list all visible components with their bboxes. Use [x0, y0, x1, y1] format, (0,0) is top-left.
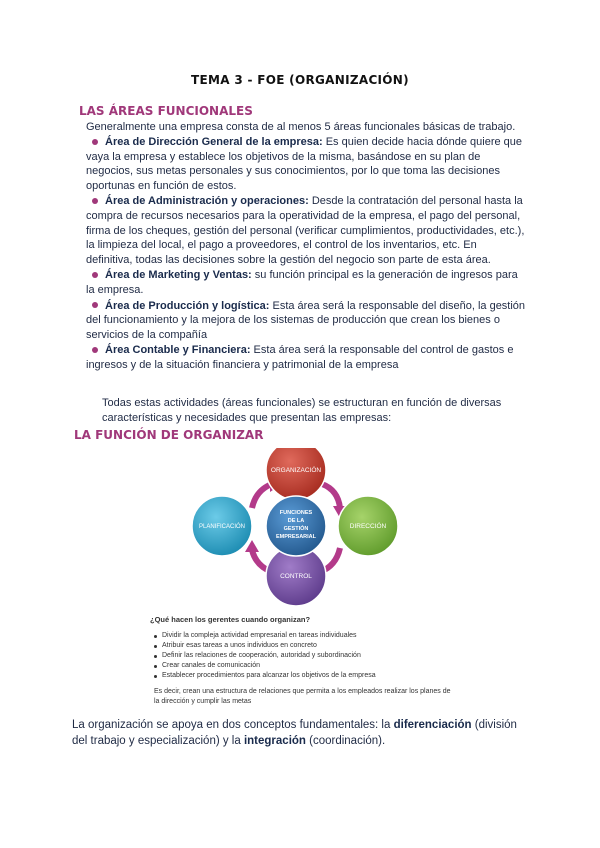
center-label-line: DE LA	[287, 518, 305, 524]
final-text: (coordinación).	[305, 735, 386, 747]
list-item	[86, 299, 526, 343]
center-label-line: FUNCIONES	[279, 510, 313, 516]
center-label-line: EMPRESARIAL	[275, 534, 317, 540]
final-text: La organización se apoya en dos conceptos fundamentales: la	[72, 719, 394, 731]
list-item: Dividir la compleja actividad empresarial en tareas individuales	[154, 631, 482, 641]
item-text: Esta área será la responsable del control de gastos e ingresos y de la situación financiera y patrimonial de la empresa	[86, 344, 514, 371]
page-title: TEMA 3 - FOE (ORGANIZACIÓN)	[191, 73, 409, 87]
list-item	[86, 194, 526, 267]
label-direccion: DIRECCIÓN	[349, 523, 387, 530]
management-functions-diagram	[190, 448, 402, 608]
gerentes-question: ¿Qué hacen los gerentes cuando organizan?	[150, 615, 311, 624]
list-item: Definir las relaciones de cooperación, autoridad y subordinación	[154, 651, 482, 661]
item-text: su función principal es la generación de ingresos para la empresa.	[86, 269, 518, 296]
list-item: Crear canales de comunicación	[154, 661, 482, 671]
list-item: Establecer procedimientos para alcanzar los objetivos de la empresa	[154, 671, 482, 681]
label-organizacion: ORGANIZACIÓN	[270, 467, 322, 474]
final-text: (división del trabajo y especialización) y la	[72, 719, 517, 747]
organizacion-circle	[266, 448, 326, 500]
areas-list	[86, 135, 526, 374]
bullet-icon	[92, 272, 98, 278]
item-label: Área de Marketing y Ventas:	[105, 269, 252, 282]
list-item	[86, 268, 526, 297]
cycle-arrow	[252, 484, 272, 508]
center-label-line: GESTIÓN	[283, 526, 309, 532]
outro-text: Todas estas actividades (áreas funcionales) se estructuran en función de diversas características y necesidades que presentan las empresas:	[102, 397, 502, 424]
section-heading-organizar: LA FUNCIÓN DE ORGANIZAR	[74, 428, 264, 442]
item-label: Área de Administración y operaciones:	[105, 195, 309, 208]
bullet-icon	[92, 347, 98, 353]
final-bold-diferenciacion: diferenciación	[393, 719, 472, 731]
list-item	[86, 135, 526, 193]
gerentes-list	[142, 631, 482, 681]
section-heading-areas: LAS ÁREAS FUNCIONALES	[79, 104, 253, 118]
list-item: Atribuir esas tareas a unos individuos en concreto	[154, 641, 482, 651]
label-planificacion: PLANIFICACIÓN	[198, 524, 246, 530]
gerentes-box	[142, 615, 482, 707]
item-text: Esta área será la responsable del diseño, la gestión del funcionamiento y la mejora de los sistemas de producción que crean los bienes o servicios de la compañía	[86, 299, 526, 341]
areas-intro: Generalmente una empresa consta de al menos 5 áreas funcionales básicas de trabajo.	[86, 121, 516, 133]
cycle-arrow	[322, 484, 340, 508]
bullet-icon	[92, 302, 98, 308]
item-text: Es quien decide hacia dónde quiere que vaya la empresa y establece los objetivos de la misma, basándose en su plan de negocios, sus metas personales y sus conocimientos, por lo que toma las decisiones oportunas en función de estos.	[86, 136, 523, 192]
item-text: Desde la contratación del personal hasta la compra de recursos necesarios para la operatividad de la empresa, el pago del personal, firma de los cheques, gestión del personal (verificar cumplimientos, productividades, etc.), la limpieza del local, el pago a proveedores, el control de los inventarios, etc. En definitiva, todas las decisiones sobre la gestión del negocio son parte de esta área.	[86, 195, 525, 266]
bullet-icon	[92, 198, 98, 204]
item-label: Área Contable y Financiera:	[105, 344, 251, 357]
item-label: Área de Dirección General de la empresa:	[105, 136, 323, 148]
areas-outro	[86, 396, 526, 425]
item-label: Área de Producción y logística:	[105, 299, 270, 312]
final-paragraph	[72, 717, 532, 749]
label-control: CONTROL	[280, 573, 312, 580]
bullet-icon	[92, 139, 98, 145]
gerentes-note: Es decir, crean una estructura de relaciones que permita a los empleados realizar los planes de la dirección y cumplir las metas	[154, 688, 451, 705]
list-item	[86, 343, 526, 372]
final-bold-integracion: integración	[243, 735, 306, 747]
